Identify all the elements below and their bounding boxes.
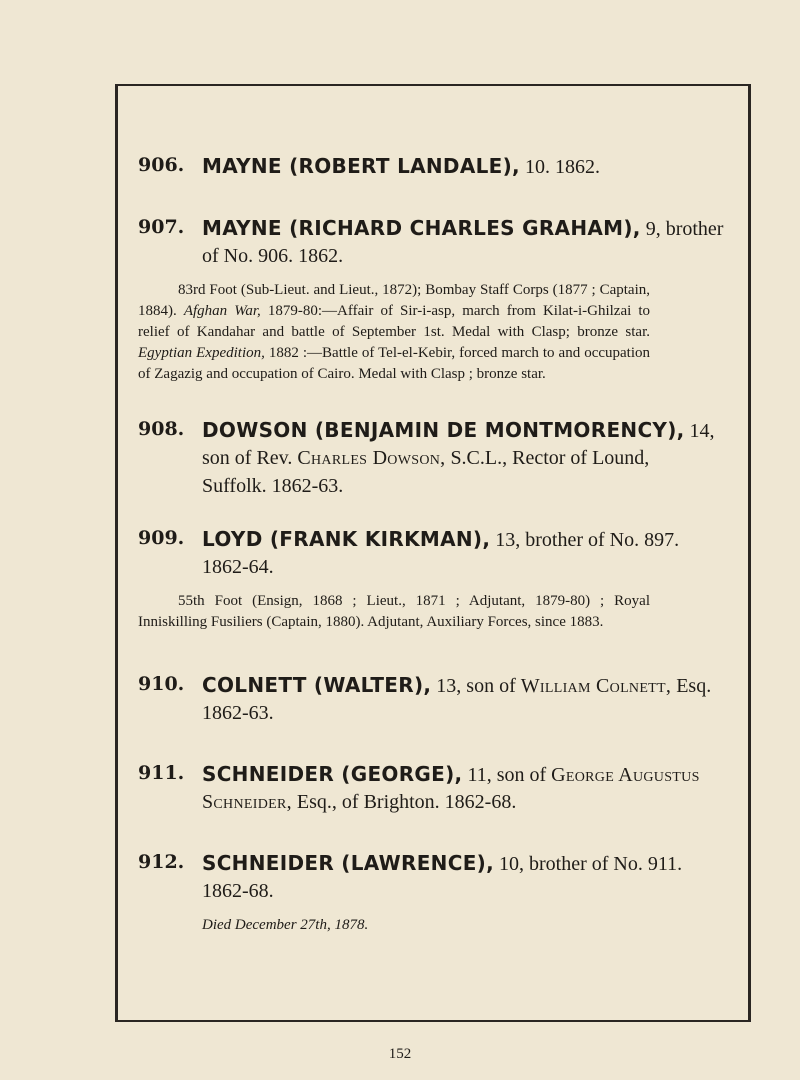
bio-text: 83rd Foot (Sub-Lieut. and Lieut., 1872); Bombay Staff Corps (1877 ; Captain, 1884). xyxy=(138,282,650,319)
text: S.C.L., Rector of Lound, xyxy=(445,447,650,469)
entry-number: 907. xyxy=(138,216,185,238)
entry-heading-cont: 1862-63. xyxy=(202,702,274,724)
entry-name: MAYNE (RICHARD CHARLES GRAHAM), xyxy=(202,216,641,240)
bio-italic: Egyptian Expedition, xyxy=(138,345,265,361)
entry-heading xyxy=(202,154,742,179)
entry-number: 908. xyxy=(138,418,185,440)
entry-number: 909. xyxy=(138,527,185,549)
bio-text: 1882 :—Battle of Tel-el-Kebir, forced march to and occupation of Zagazig and occupation of Cairo. Medal with Clasp ; bronze star. xyxy=(138,345,650,382)
entry-heading xyxy=(202,418,742,443)
bio-italic: Afghan War, xyxy=(183,303,261,319)
entry-heading-cont xyxy=(202,790,516,814)
entry-name: MAYNE (ROBERT LANDALE), xyxy=(202,154,520,178)
entry-number: 911. xyxy=(138,762,185,784)
entry-details: Esq. xyxy=(671,675,712,697)
entry-details: 11, son of xyxy=(462,764,552,786)
entry-details: 9, brother xyxy=(640,218,724,240)
entry-name: LOYD (FRANK KIRKMAN), xyxy=(202,527,491,551)
person-name: Charles Dowson, xyxy=(297,447,446,469)
person-name: George Augustus xyxy=(551,764,700,786)
entry-heading-cont: 1862-68. xyxy=(202,880,274,902)
page-number: 152 xyxy=(388,1046,412,1062)
entry-number: 910. xyxy=(138,673,185,695)
entry-heading xyxy=(202,762,742,787)
entry-details: 10, brother of No. 911. xyxy=(494,853,683,875)
entry-number: 906. xyxy=(138,154,185,176)
entry-heading-cont: of No. 906. 1862. xyxy=(202,245,344,267)
entry-heading-cont: Suffolk. 1862-63. xyxy=(202,475,344,497)
entry-heading xyxy=(202,851,742,876)
entry-number: 912. xyxy=(138,851,185,873)
entry-details: 13, son of xyxy=(431,675,521,697)
text: Esq., of Brighton. 1862-68. xyxy=(291,791,517,813)
entry-name: SCHNEIDER (LAWRENCE), xyxy=(202,851,494,875)
entry-details: 13, brother of No. 897. xyxy=(490,529,680,551)
entry-heading-cont xyxy=(202,446,649,470)
entry-heading xyxy=(202,673,742,698)
entry-name: DOWSON (BENJAMIN DE MONTMORENCY), xyxy=(202,418,685,442)
entry-biography: 55th Foot (Ensign, 1868 ; Lieut., 1871 ; Adjutant, 1879-80) ; Royal Inniskilling Fusiliers (Captain, 1880). Adjutant, Auxiliary Forces, since 1883. xyxy=(138,593,650,630)
text: son of Rev. xyxy=(202,447,298,469)
entry-heading xyxy=(202,216,742,241)
entry-name: COLNETT (WALTER), xyxy=(202,673,432,697)
entry-name: SCHNEIDER (GEORGE), xyxy=(202,762,463,786)
death-note: Died December 27th, 1878. xyxy=(202,917,369,933)
entry-biography xyxy=(138,280,650,385)
person-name: William Colnett, xyxy=(520,675,672,697)
person-name: Schneider, xyxy=(202,791,292,813)
entry-heading-cont: 1862-64. xyxy=(202,556,274,578)
entry-heading xyxy=(202,527,742,552)
entry-details: 10. 1862. xyxy=(519,156,600,178)
entry-details: 14, xyxy=(684,420,715,442)
bio-text: 1879-80:—Affair of Sir-i-asp, march from Kilat-i-Ghilzai to relief of Kandahar and battle of September 1st. Medal with Clasp; bronze star. xyxy=(138,303,651,340)
